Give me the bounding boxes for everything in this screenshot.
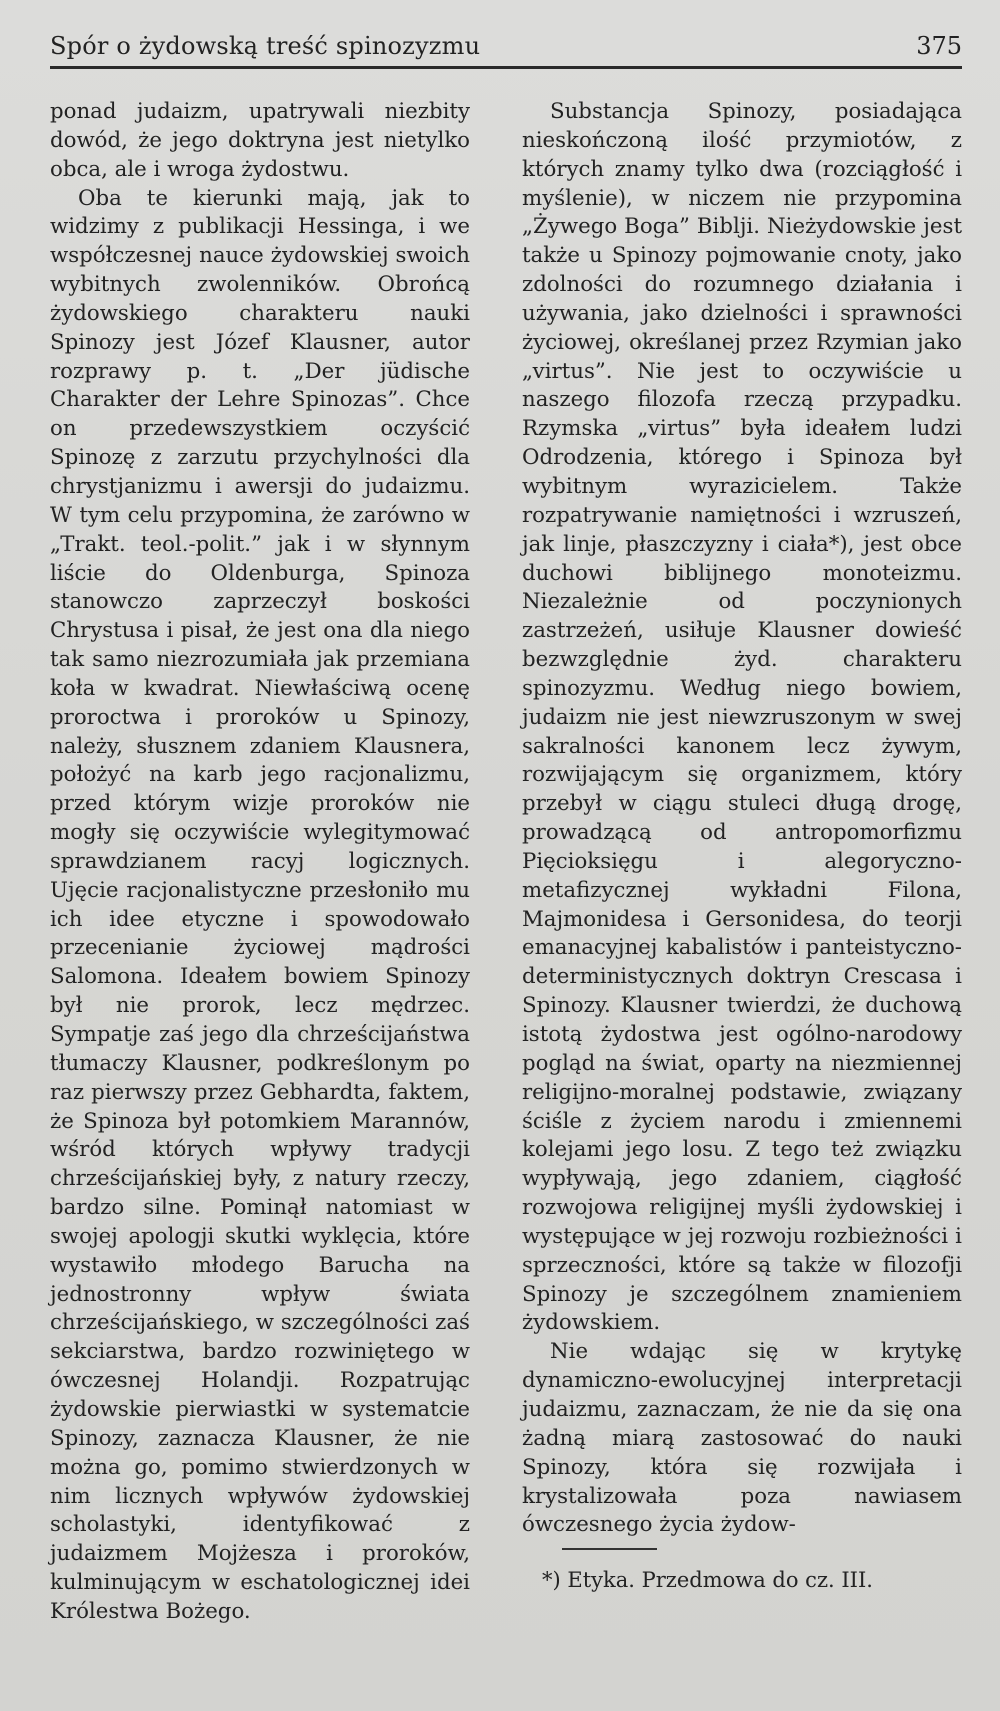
header-rule: [50, 66, 962, 69]
page-number: 375: [916, 32, 962, 60]
paragraph: Substancja Spinozy, posiadająca nieskończoną ilość przymiotów, z których znamy tylko dwa (rozciągłość i myślenie), w niczem nie przypomina „Żywego Boga” Biblji. Nieżydowskie jest także u Spinozy pojmowanie cnoty, jako zdolności do rozumnego działania i używania, jako dzielności i sprawności życiowej, określanej przez Rzymian jako „virtus”. Nie jest to oczywiście u naszego filozofa rzeczą przypadku. Rzymska „virtus” była ideałem ludzi Odrodzenia, którego i Spinoza był wybitnym wyrazicielem. Także rozpatrywanie namiętności i wzruszeń, jak linje, płaszczyzny i ciała*), jest obce duchowi biblijnego monoteizmu. Niezależnie od poczynionych zastrzeżeń, usiłuje Klausner dowieść bezwzględnie żyd. charakteru spinozyzmu. Według niego bowiem, judaizm nie jest niewzruszonym w swej sakralności kanonem lecz żywym, rozwijającym się organizmem, który przebył w ciągu stuleci długą drogę, prowadzącą od antropomorfizmu Pięcioksięgu i alegoryczno-metafizycznej wykładni Filona, Majmonidesa i Gersonidesa, do teorji emanacyjnej kabalistów i panteistyczno-deterministycznych doktryn Crescasa i Spinozy. Klausner twierdzi, że duchową istotą żydostwa jest ogólno-narodowy pogląd na świat, oparty na niezmiennej religijno-moralnej podstawie, związany ściśle z życiem narodu i zmiennemi kolejami jego losu. Z tego też związku wypływają, jego zdaniem, ciągłość rozwojowa religijnej myśli żydowskiej i występujące w jej rozwoju rozbieżności i sprzeczności, które są także w filozofji Spinozy je szczególnem znamieniem żydowskiem.: [522, 99, 962, 1336]
running-title: Spór o żydowską treść spinozyzmu: [50, 32, 481, 60]
running-header: [50, 32, 962, 68]
paragraph: Nie wdając się w krytykę dynamiczno-ewolucyjnej interpretacji judaizmu, zaznaczam, że nie da się ona żadną miarą zastosować do nauki Spinozy, która się rozwijała i krystalizowała poza nawiasem ówczesnego życia żydow-: [522, 1339, 962, 1538]
footnote: *) Etyka. Przedmowa do cz. III.: [542, 1568, 873, 1593]
footnote-rule: [562, 1548, 657, 1550]
paragraph: Oba te kierunki mają, jak to widzimy z publikacji Hessinga, i we współczesnej nauce żydowskiej swoich wybitnych zwolenników. Obrońcą żydowskiego charakteru nauki Spinozy jest Józef Klausner, autor rozprawy p. t. „Der jüdische Charakter der Lehre Spinozas”. Chce on przedewszystkiem oczyścić Spinozę z zarzutu przychylności dla chrystjanizmu i awersji do judaizmu. W tym celu przypomina, że zarówno w „Trakt. teol.-polit.” jak i w słynnym liście do Oldenburga, Spinoza stanowczo zaprzeczył boskości Chrystusa i pisał, że jest ona dla niego tak samo niezrozumiała jak przemiana koła w kwadrat. Niewłaściwą ocenę proroctwa i proroków u Spinozy, należy, słusznem zdaniem Klausnera, położyć na karb jego racjonalizmu, przed którym wizje proroków nie mogły się oczywiście wylegitymować sprawdzianem racyj logicznych. Ujęcie racjonalistyczne przesłoniło mu ich idee etyczne i spowodowało przecenianie życiowej mądrości Salomona. Ideałem bowiem Spinozy był nie prorok, lecz mędrzec. Sympatje zaś jego dla chrześcijaństwa tłumaczy Klausner, podkreślonym po raz pierwszy przez Gebhardta, faktem, że Spinoza był potomkiem Marannów, wśród których wpływy tradycji chrześcijańskiej były, z natury rzeczy, bardzo silne. Pominął natomiast w swojej apologji skutki wyklęcia, które wystawiło młodego Barucha na jednostronny wpływ świata chrześcijańskiego, w szczególności zaś sekciarstwa, bardzo rozwiniętego w ówczesnej Holandji. Rozpatrując żydowskie pierwiastki w systematcie Spinozy, zaznacza Klausner, że nie można go, pomimo stwierdzonych w nim licznych wpływów żydowskiej scholastyki, identyfikować z judaizmem Mojżesza i proroków, kulminującym w eschatologicznej idei Królestwa Bożego.: [50, 185, 470, 1624]
left-column: [50, 98, 470, 1627]
paragraph: ponad judaizm, upatrywali niezbity dowód, że jego doktryna jest nietylko obca, ale i wroga żydostwu.: [50, 99, 470, 182]
right-column: [522, 98, 962, 1594]
